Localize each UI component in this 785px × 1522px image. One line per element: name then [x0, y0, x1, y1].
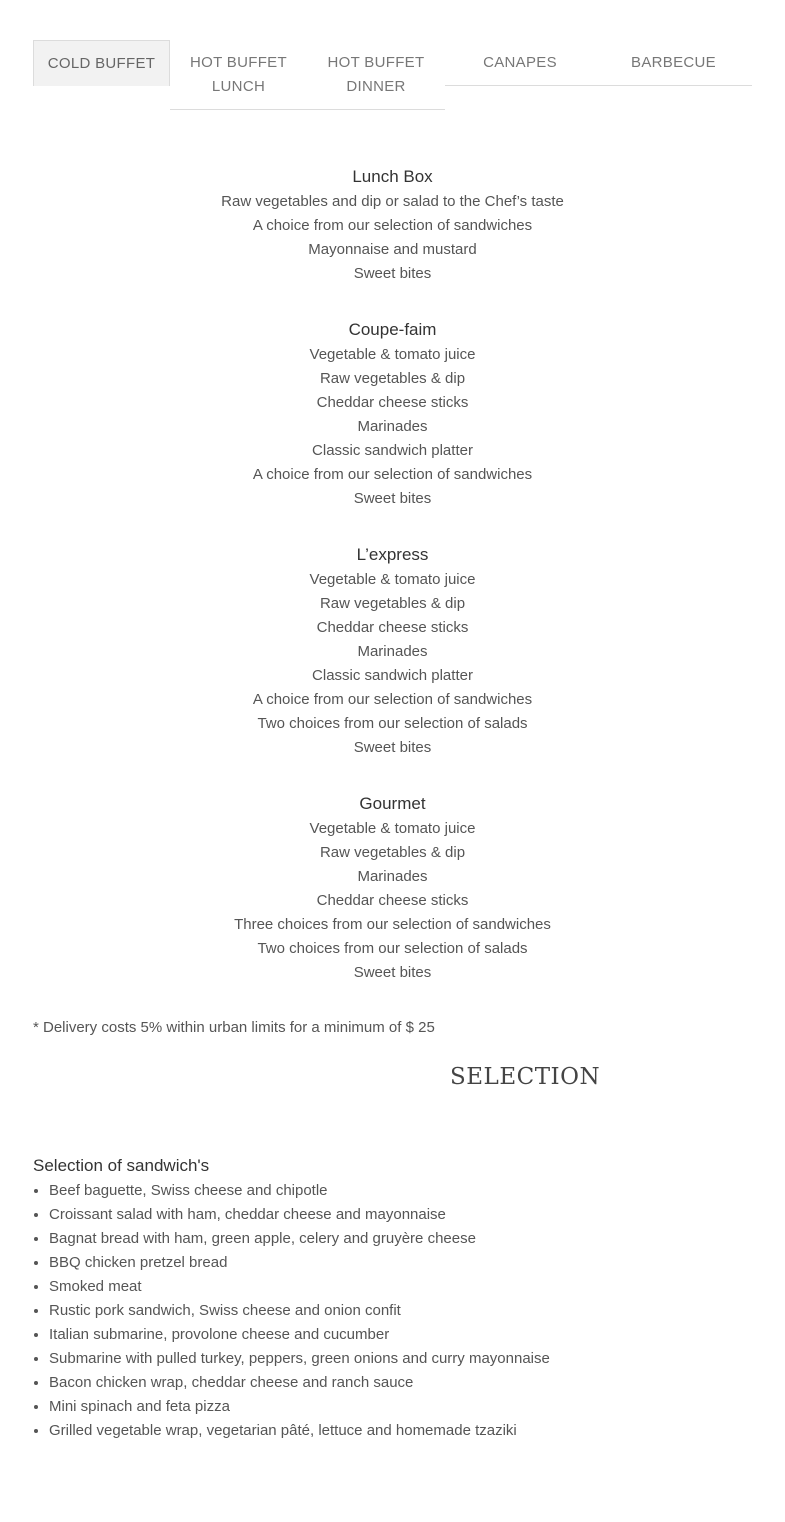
menu-item: Vegetable & tomato juice: [309, 820, 476, 837]
menu-item: Raw vegetables & dip: [319, 370, 466, 387]
tab-cold-buffet[interactable]: COLD BUFFET: [33, 40, 170, 86]
list-item: • Mini spinach and feta pizza: [49, 1395, 752, 1419]
menu-item: Classic sandwich platter: [312, 667, 473, 684]
menu-item: Raw vegetables and dip or salad to the Chef’s taste: [221, 193, 564, 210]
menu-item: Marinades: [357, 868, 428, 885]
tab-hot-buffet-dinner[interactable]: HOT BUFFET DINNER: [307, 40, 445, 110]
menu-item: Vegetable & tomato juice: [309, 571, 476, 588]
menu-item: Sweet bites: [353, 739, 432, 756]
menu-item: Cheddar cheese sticks: [316, 619, 469, 636]
list-item: • Italian submarine, provolone cheese and cucumber: [49, 1323, 752, 1347]
menu-item: Mayonnaise and mustard: [308, 241, 477, 258]
list-item: • Smoked meat: [49, 1275, 752, 1299]
menu-item: Two choices from our selection of salads: [257, 715, 528, 732]
menu-item: A choice from our selection of sandwiches: [252, 691, 533, 708]
selection-heading: SELECTION: [450, 1064, 601, 1090]
menu-title: Coupe-faim: [348, 320, 437, 339]
list-item: • Bacon chicken wrap, cheddar cheese and ranch sauce: [49, 1371, 752, 1395]
menu-gourmet: [33, 791, 752, 985]
menu-title: L’express: [356, 545, 429, 564]
menu-item: Raw vegetables & dip: [319, 595, 466, 612]
list-item: • Beef baguette, Swiss cheese and chipotle: [49, 1179, 752, 1203]
menu-coupe-faim: [33, 317, 752, 511]
delivery-note: * Delivery costs 5% within urban limits for a minimum of $ 25: [33, 1019, 435, 1036]
menu-item: Marinades: [357, 643, 428, 660]
menu-item: Marinades: [357, 418, 428, 435]
menu-item: Vegetable & tomato juice: [309, 346, 476, 363]
list-item: • Submarine with pulled turkey, peppers, green onions and curry mayonnaise: [49, 1347, 752, 1371]
sandwiches-title: Selection of sandwich's: [33, 1156, 210, 1175]
menu-item: A choice from our selection of sandwiches: [252, 466, 533, 483]
menu-item: Three choices from our selection of sandwiches: [234, 916, 551, 933]
menu-item: Sweet bites: [353, 490, 432, 507]
list-item: • Rustic pork sandwich, Swiss cheese and onion confit: [49, 1299, 752, 1323]
menu-item: A choice from our selection of sandwiches: [252, 217, 533, 234]
menu-item: Cheddar cheese sticks: [316, 892, 469, 909]
list-item: • Croissant salad with ham, cheddar cheese and mayonnaise: [49, 1203, 752, 1227]
menu-item: Sweet bites: [353, 265, 432, 282]
menu-item: Classic sandwich platter: [312, 442, 473, 459]
sandwich-selection: [33, 1153, 752, 1443]
menu-item: Cheddar cheese sticks: [316, 394, 469, 411]
menu-title: Gourmet: [359, 794, 426, 813]
list-item: • Grilled vegetable wrap, vegetarian pâté, lettuce and homemade tzaziki: [49, 1419, 752, 1443]
menu-lunch-box: [33, 164, 752, 286]
menu-item: Sweet bites: [353, 964, 432, 981]
cold-buffet-menus: [33, 164, 752, 1016]
menu-item: Raw vegetables & dip: [319, 844, 466, 861]
sandwich-list: [33, 1179, 752, 1443]
tab-canapes[interactable]: CANAPES: [445, 40, 595, 75]
menu-lexpress: [33, 542, 752, 760]
tab-barbecue[interactable]: BARBECUE: [595, 40, 752, 75]
menu-item: Two choices from our selection of salads: [257, 940, 528, 957]
tab-hot-buffet-lunch[interactable]: HOT BUFFET LUNCH: [170, 40, 307, 110]
list-item: • BBQ chicken pretzel bread: [49, 1251, 752, 1275]
menu-title: Lunch Box: [352, 167, 433, 186]
list-item: • Bagnat bread with ham, green apple, celery and gruyère cheese: [49, 1227, 752, 1251]
menu-tabs: [33, 40, 752, 110]
